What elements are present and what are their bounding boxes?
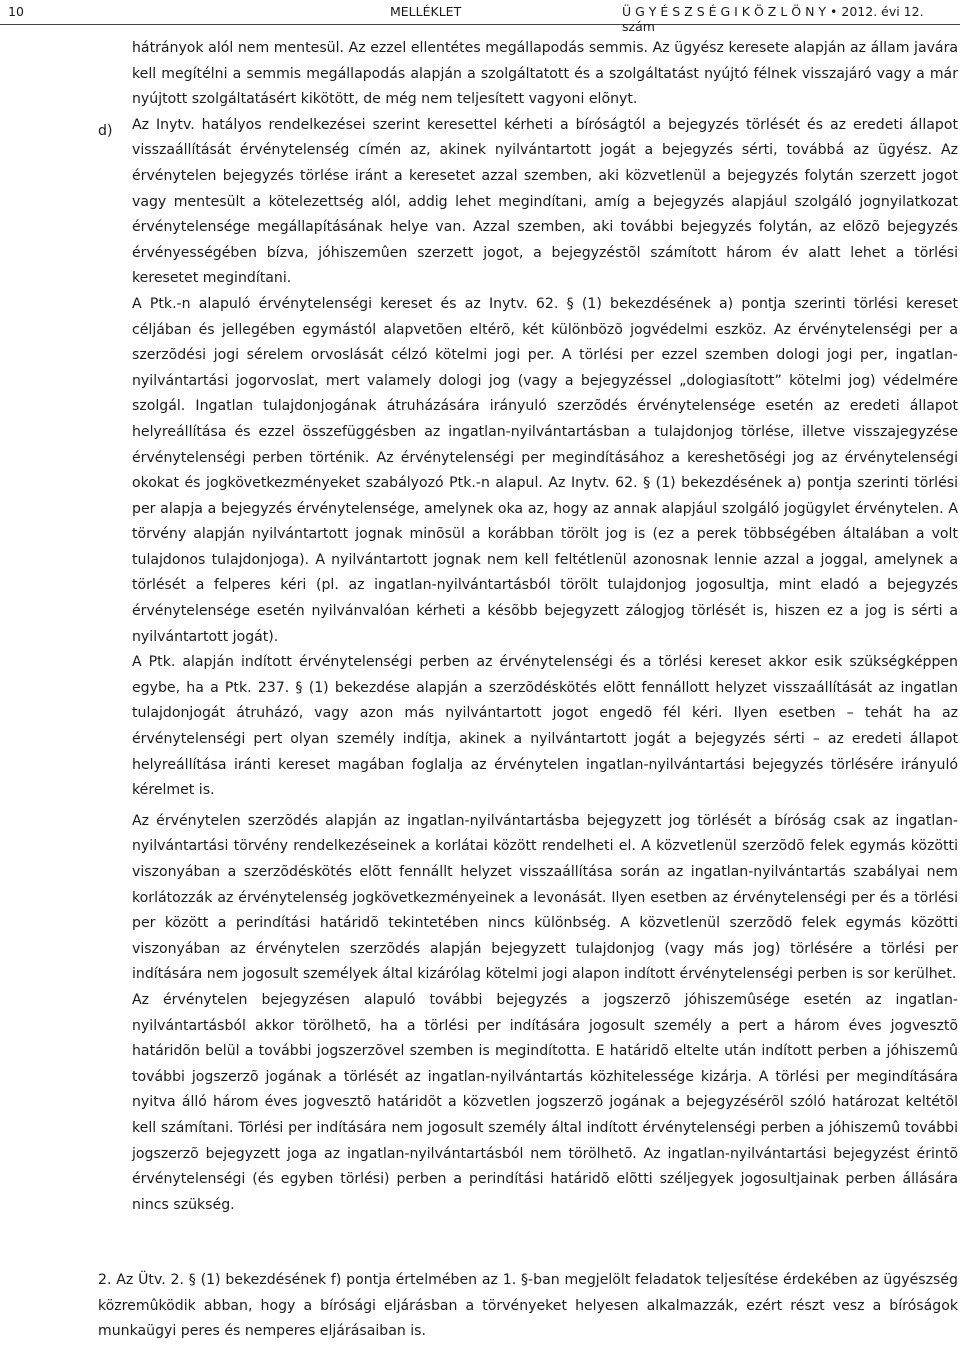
paragraph-d5: Az érvénytelen bejegyzésen alapuló további bejegyzés a jogszerzõ jóhiszemûsége esetén az ingatlan-nyilvántartásból akkor törölhetõ, ha a törlési per indítására jogosult személy a pert a három éves jogvesztõ határidõn belül a további jogszerzõvel szemben is megindította. E határidõ eltelte után indított perben a jóhiszemû további jogszerzõ jogának a törlését az ingatlan-nyilvántartás közhitelessége kizárja. A törlési per megindítására nyitva álló három éves jogvesztõ határidõt a közvetlen jogszerzõ jogának a bejegyzésérõl szóló határozat keltétõl kell számítani. Törlési per indítására nem jogosult személy által indított érvénytelenségi perben a jóhiszemû további jogszerzõ bejegyzett joga az ingatlan-nyilvántartásból nem törölhetõ. Az ingatlan-nyilvántartási bejegyzést érintõ érvénytelenségi (és egyben törlési) perben a perindítási határidõ elõtti széljegyek jogosultjainak perben állására nincs szükség.	[132, 991, 958, 1213]
section-label: MELLÉKLET	[390, 4, 462, 19]
journal-title	[622, 4, 960, 34]
section-2-text	[98, 1268, 958, 1345]
page-header	[0, 0, 960, 34]
list-marker-d: d)	[98, 123, 113, 139]
paragraph-d2: A Ptk.-n alapuló érvénytelenségi kereset és az Inytv. 62. § (1) bekezdésének a) pontja szerinti törlési kereset céljában és jellegében egymástól alapvetõen eltérõ, két különbözõ jogvédelmi eszköz. Az érvénytelenségi per a szerzõdési jogi sérelem orvoslását célzó kötelmi jogi per. A törlési per ezzel szemben dologi jogi per, ingatlan-nyilvántartási jogorvoslat, mert valamely dologi jog (vagy a bejegyzéssel „dologiasított” kötelmi jog) védelmére szolgál. Ingatlan tulajdonjogának átruházására irányuló szerzõdés érvénytelensége esetén az eredeti állapot helyreállítása és ezzel összefüggésben az ingatlan-nyilvántartásban a tulajdonjog törlése, illetve visszajegyzése érvénytelenségi perben történik. Az érvénytelenségi per megindításához a kereshetõségi jog az érvénytelenségi okokat és jogkövetkezményeket szabályozó Ptk.-n alapul. Az Inytv. 62. § (1) bekezdésének a) pontja szerinti törlési per alapja a bejegyzés érvénytelensége, amelynek oka az, hogy az annak alapjául szolgáló jogügylet érvénytelen. A törvény alapján nyilvántartott jognak minõsül a korábban törölt jog is (ez a perek többségében általában a volt tulajdonos tulajdonjoga). A nyilvántartott jognak nem kell feltétlenül azonosnak lennie azzal a joggal, amelynek a törlését a felperes kéri (pl. az ingatlan-nyilvántartásból törölt tulajdonjog jogosultja, mint eladó a bejegyzés érvénytelensége esetén nyilvánvalóan kérheti a késõbb bejegyzett zálogjog törlését is, hiszen ez a jog is sérti a nyilvántartott jogát).	[132, 295, 958, 645]
main-text	[132, 36, 958, 1218]
paragraph-intro: hátrányok alól nem mentesül. Az ezzel ellentétes megállapodás semmis. Az ügyész keresete alapján az állam javára kell megítélni a semmis megállapodás alapján a szolgáltatott és a szolgáltatást nyújtó félnek visszajáró vagy a már nyújtott szolgáltatásért kikötött, de még nem teljesített vagyoni elõnyt.	[132, 40, 958, 108]
header-separator: •	[830, 4, 838, 19]
page-number: 10	[8, 4, 24, 19]
paragraph-d4: Az érvénytelen szerzõdés alapján az ingatlan-nyilvántartásba bejegyzett jog törlését a bíróság csak az ingatlan-nyilvántartási törvény rendelkezéseinek a korlátai között rendelheti el. A közvetlenül szerzõdõ felek egymás közötti viszonyában a szerzõdéskötés elõtt fennállt helyzet visszaállítása során az ingatlan-nyilvántartás szabályai nem korlátozzák az érvénytelenség jogkövetkezményeinek a levonását. Ilyen esetben az érvénytelenségi per és a törlési per között a perindítási határidõ tekintetében nincs különbség. A közvetlenül szerzõdõ felek egymás közötti viszonyában az érvénytelen szerzõdés alapján bejegyzett tulajdonjog (vagy más jog) törlésére a törlési per indítására nem jogosult személyek által kizárólag kötelmi jogi alapon indított érvénytelenségi perben is sor kerülhet.	[132, 812, 958, 983]
paragraph-d3: A Ptk. alapján indított érvénytelenségi perben az érvénytelenségi és a törlési kereset akkor esik szükségképpen egybe, ha a Ptk. 237. § (1) bekezdése alapján a szerzõdéskötés elõtt fennállott helyzet visszaállítását az ingatlan tulajdonjogát átruházó, vagy azon más nyilvántartott jogot engedõ fél kéri. Ilyen esetben – tehát ha az érvénytelenségi pert olyan személy indítja, akinek a nyilvántartott jogát a bejegyzés sérti – az eredeti állapot helyreállítása iránti kereset magában foglalja az érvénytelen ingatlan-nyilvántartási bejegyzés törlésére irányuló kérelmet is.	[132, 654, 958, 799]
paragraph-section-2: 2. Az Ütv. 2. § (1) bekezdésének f) pontja értelmében az 1. §-ban megjelölt feladatok teljesítése érdekében az ügyészség közremûködik abban, hogy a bírósági eljárásban a törvényeket helyesen alkalmazzák, ezért részt vesz a bíróságok munkaügyi peres és nemperes eljárásaiban is.	[98, 1272, 958, 1340]
issue-label: 2012. évi 12. szám	[622, 4, 924, 34]
paragraph-d1: Az Inytv. hatályos rendelkezései szerint keresettel kérheti a bíróságtól a bejegyzés törlését és az eredeti állapot visszaállítását érvénytelenség címén az, akinek nyilvántartott jogát a bejegyzés sérti, továbbá az ügyész. Az érvénytelen bejegyzés törlése iránt a keresetet azzal szemben, aki közvetlenül a bejegyzés folytán szerzett jogot vagy mentesült a kötelezettség alól, addig lehet megindítani, amíg a bejegyzés alapjául szolgáló jognyilatkozat érvénytelensége megállapításának helye van. Azzal szemben, aki további bejegyzés folytán, az elõzõ bejegyzés érvényességében bízva, jóhiszemûen szerzett jogot, a bejegyzéstõl számított három év alatt lehet a törlési keresetet megindítani.	[132, 116, 958, 287]
journal-name: Ü G Y É S Z S É G I K Ö Z L Ö N Y	[622, 4, 827, 19]
